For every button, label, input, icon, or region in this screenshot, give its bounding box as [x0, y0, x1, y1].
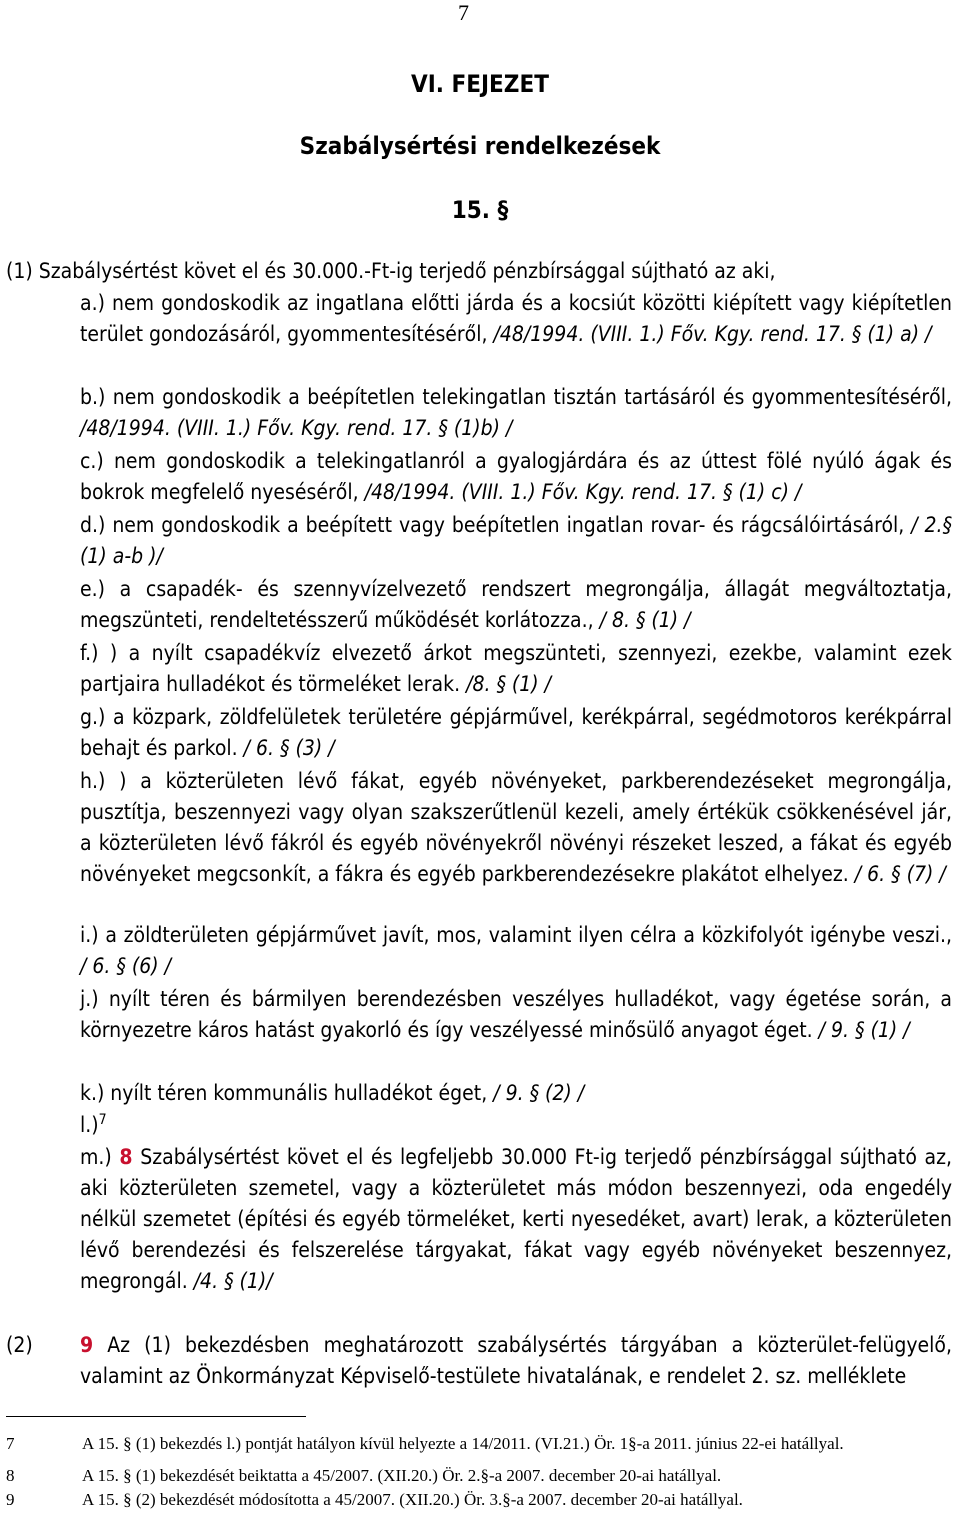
- footnote-ref-9[interactable]: 9: [80, 1333, 94, 1357]
- list-item-f: [80, 638, 952, 700]
- item-citation: / 2.§ (1) a-b )/: [80, 513, 953, 568]
- item-citation: /8. § (1) /: [466, 672, 552, 696]
- paragraph-2-label: (2): [6, 1333, 33, 1357]
- item-citation: / 8. § (1) /: [599, 608, 691, 632]
- item-text: a.) nem gondoskodik az ingatlana előtti járda és a kocsiút közötti kiépített vagy kiépítetlen terület gondozásáról, gyommentesítéséről,: [80, 291, 952, 346]
- footnote-text: A 15. § (1) bekezdés l.) pontját hatályon kívül helyezte a 14/2011. (VI.21.) Ör. 1§-a 2011. június 22-ei hatállyal.: [82, 1434, 844, 1453]
- list-item-k: [80, 1078, 952, 1109]
- footnotes: [6, 1432, 946, 1512]
- item-text: k.) nyílt téren kommunális hulladékot éget,: [80, 1081, 494, 1105]
- list-item-d: [80, 510, 952, 572]
- item-citation: /4. § (1)/: [193, 1269, 273, 1293]
- list-item-g: [80, 702, 952, 764]
- footnote-9: [6, 1488, 946, 1512]
- list-item-h: [80, 766, 952, 890]
- paragraph-2-body: Az (1) bekezdésben meghatározott szabálysértés tárgyában a közterület-felügyelő, valamint az Önkormányzat Képviselő-testülete hivatalának, e rendelet 2. sz. melléklete: [80, 1333, 952, 1388]
- section-title: Szabálysértési rendelkezések: [299, 132, 661, 160]
- item-prefix: m.): [80, 1145, 120, 1169]
- footnote-8: [6, 1464, 946, 1488]
- item-text: d.) nem gondoskodik a beépített vagy beépítetlen ingatlan rovar- és rágcsálóirtásáról,: [80, 513, 912, 537]
- footnote-number: 7: [6, 1434, 15, 1453]
- list-item-j: [80, 984, 952, 1046]
- item-text: g.) a közpark, zöldfelületek területére gépjárművel, kerékpárral, segédmotoros kerékpárral behajt és parkol.: [80, 705, 952, 760]
- item-text: l.): [80, 1113, 99, 1137]
- list-item-a: [80, 288, 952, 350]
- list-item-i: [80, 920, 952, 982]
- footnote-ref-7[interactable]: 7: [98, 1112, 107, 1128]
- paragraph-2-text: [80, 1330, 952, 1392]
- footnote-ref-8[interactable]: 8: [119, 1145, 133, 1169]
- page-number: 7: [458, 0, 469, 25]
- footnote-number: 9: [6, 1490, 15, 1509]
- footnote-text: A 15. § (1) bekezdését beiktatta a 45/2007. (XII.20.) Ör. 2.§-a 2007. december 20-ai hatállyal.: [82, 1466, 722, 1485]
- item-citation: /48/1994. (VIII. 1.) Főv. Kgy. rend. 17. § (1)b) /: [80, 416, 513, 440]
- item-text: h.) ) a közterületen lévő fákat, egyéb növényeket, parkberendezéseket megrongálja, pusztítja, beszennyezi vagy olyan szakszerűtlenül kezeli, amely értékük csökkenésével jár, a közterületen lévő fákról és egyéb növényekről növényi részeket leszed, a fákat és egyéb növényeket megcsonkít, a fákra és egyéb parkberendezésekre plakátot elhelyez.: [80, 769, 952, 886]
- item-citation: /48/1994. (VIII. 1.) Főv. Kgy. rend. 17. § (1) c) /: [364, 480, 802, 504]
- item-citation: / 6. § (3) /: [243, 736, 335, 760]
- list-item-e: [80, 574, 952, 636]
- footnote-number: 8: [6, 1466, 15, 1485]
- item-citation: / 6. § (6) /: [80, 954, 171, 978]
- item-citation: / 9. § (2) /: [493, 1081, 585, 1105]
- section-number: 15. §: [451, 196, 509, 224]
- list-item-l: [80, 1110, 952, 1141]
- chapter-heading: VI. FEJEZET: [411, 70, 549, 98]
- footnote-divider: [6, 1416, 306, 1417]
- item-citation: / 6. § (7) /: [854, 862, 946, 886]
- footnote-7: [6, 1432, 946, 1456]
- list-item-b: [80, 382, 952, 444]
- item-text: i.) a zöldterületen gépjárművet javít, mos, valamint ilyen célra a közkifolyót igénybe veszi.,: [80, 923, 952, 947]
- item-text: b.) nem gondoskodik a beépítetlen telekingatlan tisztán tartásáról és gyommentesítéséről,: [80, 385, 952, 409]
- item-text: e.) a csapadék- és szennyvízelvezető rendszert megrongálja, állagát megváltoztatja, megszünteti, rendeltetésszerű működését korlátozza.,: [80, 577, 952, 632]
- item-text: c.) nem gondoskodik a telekingatlanról a gyalogjárdára és az úttest fölé nyúló ágak és bokrok megfelelő nyeséséről,: [80, 449, 952, 504]
- item-text: j.) nyílt téren és bármilyen berendezésben veszélyes hulladékot, vagy égetése során, a környezetre káros hatást gyakorló és így veszélyessé minősülő anyagot éget.: [80, 987, 952, 1042]
- list-item-c: [80, 446, 952, 508]
- item-text: Szabálysértést követ el és legfeljebb 30.000 Ft-ig terjedő pénzbírsággal sújtható az, aki közterületen szemetel, vagy a közterületet más módon beszennyezi, oda engedély nélkül szemetet (építési és egyéb törmeléket, kerti nyesedéket, avart) lerak, a közterületen lévő berendezési és felszerelése tárgyakat, fákat vagy egyéb növényeket beszennyez, megrongál.: [80, 1145, 952, 1293]
- list-item-m: [80, 1142, 952, 1297]
- item-text: f.) ) a nyílt csapadékvíz elvezető árkot megszünteti, szennyezi, ezekbe, valamint ezek partjaira hulladékot és törmeléket lerak.: [80, 641, 952, 696]
- paragraph-1-intro: (1) Szabálysértést követ el és 30.000.-Ft-ig terjedő pénzbírsággal sújtható az aki,: [6, 259, 776, 283]
- item-citation: /48/1994. (VIII. 1.) Főv. Kgy. rend. 17. § (1) a) /: [493, 322, 932, 346]
- item-citation: / 9. § (1) /: [818, 1018, 910, 1042]
- footnote-text: A 15. § (2) bekezdését módosította a 45/2007. (XII.20.) Ör. 3.§-a 2007. december 20-ai hatállyal.: [82, 1490, 743, 1509]
